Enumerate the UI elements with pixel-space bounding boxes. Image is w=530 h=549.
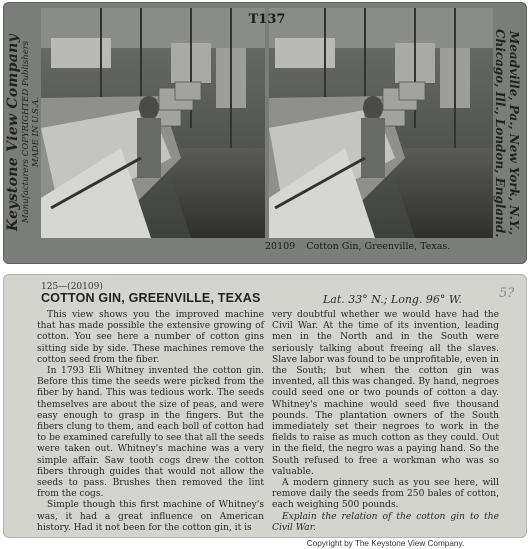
handwritten-mark: 5? [499, 286, 515, 301]
cotton-gin-photo [41, 8, 265, 238]
stereoview-back [3, 274, 527, 549]
stereo-photo-pair [41, 8, 493, 238]
publisher-imprint [5, 2, 41, 264]
study-question: Explain the relation of the cotton gin to the Civil War. [272, 511, 499, 533]
paragraph: This view shows you the improved machine that has made possible the extensive growing of cotton. You see here a number of cotton gins sitting side by side. These machines remove the cotton seed from the fiber. [37, 310, 264, 365]
paragraph: Simple though this first machine of Whitney's was, it had a great influence on American history. Had it not been for the cotton gin, it is [37, 500, 264, 533]
brand-name: Keystone View Company [5, 34, 21, 232]
left-column [37, 310, 264, 532]
back-header [41, 282, 515, 306]
publisher-cities [489, 2, 525, 264]
brand-subline: Manufacturers COPYRIGHTED Publishers [21, 41, 31, 224]
back-title: COTTON GIN, GREENVILLE, TEXAS [41, 291, 261, 305]
cities-line-1: Meadville, Pa., New York, N.Y., [507, 30, 521, 236]
stereoview-front [3, 2, 527, 264]
made-in-usa: MADE IN U.S.A. [31, 97, 41, 168]
series-number: 125—(20109) [41, 282, 103, 292]
caption-text: Cotton Gin, Greenville, Texas. [306, 241, 451, 252]
paragraph: In 1793 Eli Whitney invented the cotton gin. Before this time the seeds were picked from the fiber by hand. This was tedious work. The seeds themselves are about the size of peas, and were easy enough to grasp in the fingers. But the fibers clung to them, and each boll of cotton had to be examined carefully to see that all the seeds were taken out. Whitney's machine was a very simple affair. Saw tooth cogs drew the cotton fibers through guides that would not allow the seeds to pass. Brushes then removed the lint from the cogs. [37, 366, 264, 500]
stereo-photo-right [269, 8, 493, 238]
coordinates: Lat. 33° N.; Long. 96° W. [323, 293, 462, 306]
caption-number: 20109 [265, 241, 296, 252]
stereo-photo-left [41, 8, 265, 238]
cities-line-2: Chicago, Ill., London, England. [493, 28, 507, 238]
description-text [37, 310, 499, 549]
paragraph: A modern ginnery such as you see here, will remove daily the seeds from 250 bales of cotton, each weighing 500 pounds. [272, 478, 499, 511]
card-code: T137 [248, 12, 286, 27]
photo-caption [265, 241, 450, 252]
cotton-gin-photo [269, 8, 493, 238]
right-column [272, 310, 499, 549]
copyright-line: Copyright by The Keystone View Company. [306, 539, 465, 549]
paragraph: very doubtful whether we would have had the Civil War. At the time of its invention, leading men in the North and in the South were seriously talking about freeing all the slaves. Slave labor was found to be unprofitable, even in the South; but when the cotton gin was invented, all this was changed. By hand, negroes could seed one or two pounds of cotton a day. Whitney's machine would seed five thousand pounds. The plantation owners of the South immediately set their negroes to work in the fields to raise as much cotton as they could. Out in the field, the negro was a paying hand. So the South refused to free a workman who was so valuable. [272, 310, 499, 477]
